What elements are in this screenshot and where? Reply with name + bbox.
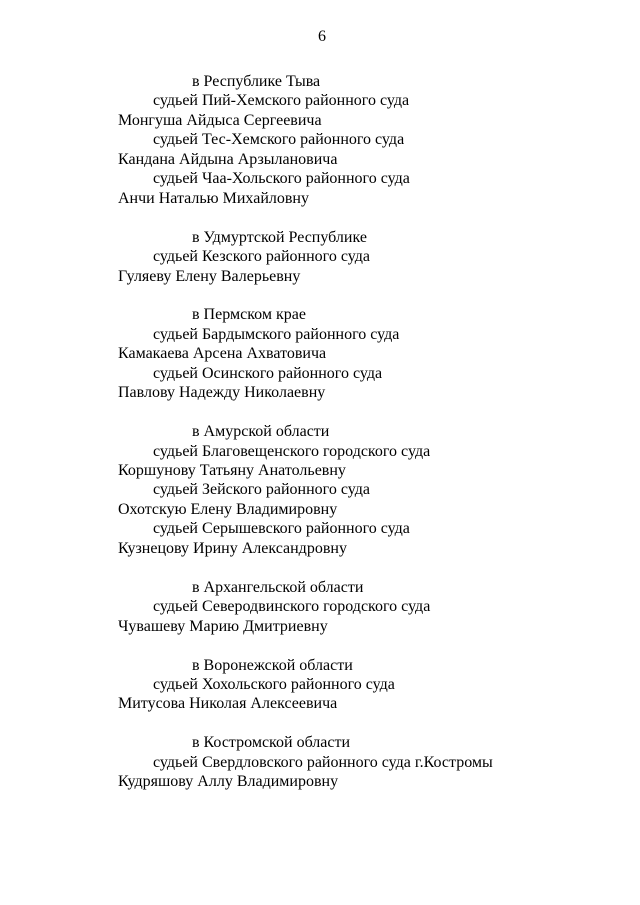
region-heading: в Удмуртской Республике (192, 228, 367, 246)
region-section (118, 72, 618, 208)
judge-name: Митусова Николая Алексеевича (118, 695, 338, 713)
region-heading: в Амурской области (192, 423, 330, 441)
judge-name: Камакаева Арсена Ахватовича (118, 345, 327, 363)
court-appointment: судьей Северодвинского городского суда (153, 598, 431, 616)
region-section (118, 733, 618, 791)
court-appointment: судьей Кезского районного суда (153, 248, 370, 266)
judge-name: Павлову Надежду Николаевну (118, 384, 326, 402)
region-section (118, 656, 618, 714)
judge-name: Чувашеву Марию Дмитриевну (118, 617, 328, 635)
page-number: 6 (318, 28, 326, 45)
court-appointment: судьей Зейского районного суда (153, 481, 370, 499)
judge-name: Кудряшову Аллу Владимировну (118, 773, 339, 791)
judge-name: Охотскую Елену Владимировну (118, 500, 338, 518)
region-section (118, 578, 618, 636)
court-appointment: судьей Осинского районного суда (153, 364, 383, 382)
judge-name: Монгуша Айдыса Сергеевича (118, 111, 322, 129)
region-heading: в Пермском крае (192, 306, 306, 324)
court-appointment: судьей Бардымского районного суда (153, 325, 400, 343)
judge-name: Коршунову Татьяну Анатольевну (118, 462, 346, 480)
court-appointment: судьей Пий-Хемского районного суда (153, 92, 410, 110)
court-appointment: судьей Тес-Хемского районного суда (153, 131, 405, 149)
region-section (118, 228, 618, 286)
judge-name: Гуляеву Елену Валерьевну (118, 267, 301, 285)
region-heading: в Воронежской области (192, 656, 353, 674)
court-appointment: судьей Благовещенского городского суда (153, 442, 431, 460)
region-heading: в Республике Тыва (192, 73, 321, 90)
region-heading: в Костромской области (192, 734, 351, 752)
document-body (118, 72, 618, 811)
judge-name: Кузнецову Ирину Александровну (118, 539, 347, 557)
region-heading: в Архангельской области (192, 578, 364, 596)
court-appointment: судьей Чаа-Хольского районного суда (153, 170, 410, 188)
court-appointment: судьей Серышевского районного суда (153, 520, 410, 538)
judge-name: Анчи Наталью Михайловну (118, 189, 309, 207)
court-appointment: судьей Хохольского районного суда (153, 675, 395, 693)
judge-name: Кандана Айдына Арзылановича (118, 150, 338, 168)
region-section (118, 305, 618, 402)
court-appointment: судьей Свердловского районного суда г.Костромы (153, 753, 493, 771)
region-section (118, 422, 618, 558)
